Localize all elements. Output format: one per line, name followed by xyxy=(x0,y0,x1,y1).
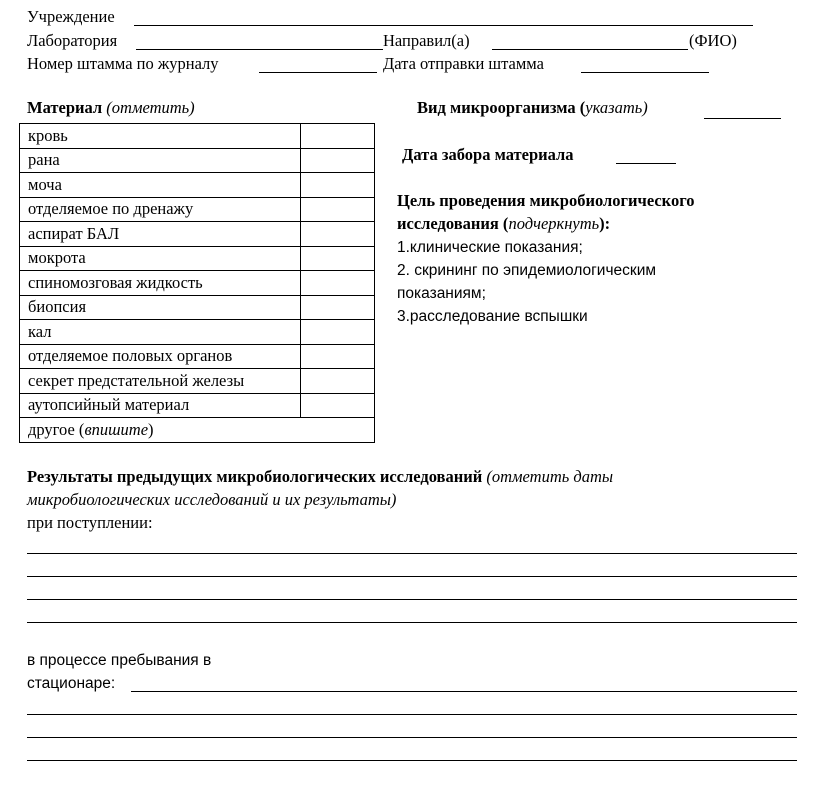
institution-field[interactable] xyxy=(134,25,753,26)
during-stay-label-2: стационаре: xyxy=(27,675,116,692)
material-item: аутопсийный материал xyxy=(20,393,301,418)
table-row xyxy=(20,246,375,271)
collection-date-field[interactable] xyxy=(616,163,676,164)
material-item: отделяемое по дренажу xyxy=(20,197,301,222)
material-item: моча xyxy=(20,173,301,198)
table-row xyxy=(20,124,375,149)
collection-date-label: Дата забора материала xyxy=(402,145,574,164)
goal-option[interactable]: 2. скрининг по эпидемиологическим xyxy=(397,262,657,279)
material-other-close: ) xyxy=(148,419,154,439)
on-admission-line[interactable] xyxy=(27,622,797,623)
results-hint-2: микробиологических исследований и их результаты) xyxy=(27,490,397,509)
material-other-cell[interactable] xyxy=(20,418,375,443)
goal-option-cont: показаниям; xyxy=(397,285,486,302)
table-row xyxy=(20,320,375,345)
material-checkbox[interactable] xyxy=(301,148,375,173)
material-checkbox[interactable] xyxy=(301,320,375,345)
material-hint: (отметить) xyxy=(106,98,195,117)
material-item: отделяемое половых органов xyxy=(20,344,301,369)
material-checkbox[interactable] xyxy=(301,295,375,320)
goal-option[interactable]: 1.клинические показания; xyxy=(397,239,583,256)
results-heading xyxy=(27,467,613,487)
material-checkbox[interactable] xyxy=(301,369,375,394)
goal-option[interactable]: 3.расследование вспышки xyxy=(397,308,588,325)
goal-hint: подчеркнуть xyxy=(508,214,600,233)
lab-label: Лаборатория xyxy=(27,31,118,50)
during-stay-line[interactable] xyxy=(27,737,797,738)
goal-title-line1: Цель проведения микробиологического xyxy=(397,191,695,210)
on-admission-line[interactable] xyxy=(27,553,797,554)
material-checkbox[interactable] xyxy=(301,344,375,369)
sent-by-label: Направил(а) xyxy=(383,31,470,50)
material-checkbox[interactable] xyxy=(301,246,375,271)
material-heading xyxy=(27,98,195,118)
material-checkbox[interactable] xyxy=(301,173,375,198)
strain-number-label: Номер штамма по журналу xyxy=(27,54,219,73)
material-item: кал xyxy=(20,320,301,345)
material-other-label: другое ( xyxy=(28,419,85,439)
during-stay-label-1: в процессе пребывания в xyxy=(27,652,212,669)
table-row xyxy=(20,173,375,198)
species-field[interactable] xyxy=(704,118,781,119)
material-checkbox[interactable] xyxy=(301,222,375,247)
table-row xyxy=(20,197,375,222)
material-checkbox[interactable] xyxy=(301,271,375,296)
material-item: спиномозговая жидкость xyxy=(20,271,301,296)
table-row xyxy=(20,393,375,418)
table-row xyxy=(20,295,375,320)
table-row xyxy=(20,148,375,173)
goal-title-line2 xyxy=(397,214,610,234)
material-title: Материал xyxy=(27,98,103,117)
send-date-label: Дата отправки штамма xyxy=(383,54,544,73)
on-admission-line[interactable] xyxy=(27,599,797,600)
material-other-hint: впишите xyxy=(84,419,149,439)
during-stay-field[interactable] xyxy=(131,691,797,692)
material-checkbox[interactable] xyxy=(301,124,375,149)
send-date-field[interactable] xyxy=(581,72,709,73)
during-stay-line[interactable] xyxy=(27,714,797,715)
species-hint: указать) xyxy=(585,98,648,117)
material-checkbox[interactable] xyxy=(301,197,375,222)
institution-label: Учреждение xyxy=(27,7,115,26)
on-admission-line[interactable] xyxy=(27,576,797,577)
on-admission-label: при поступлении: xyxy=(27,513,153,532)
goal-title-2: исследования ( xyxy=(397,214,509,233)
goal-close: ): xyxy=(599,214,611,233)
material-item: биопсия xyxy=(20,295,301,320)
material-table xyxy=(19,123,375,443)
material-item: секрет предстательной железы xyxy=(20,369,301,394)
results-hint-1: (отметить даты xyxy=(486,467,614,486)
results-title: Результаты предыдущих микробиологических исследований xyxy=(27,467,483,486)
species-label: Вид микроорганизма ( xyxy=(417,98,586,117)
table-row xyxy=(20,344,375,369)
lab-field[interactable] xyxy=(136,49,383,50)
fio-label: (ФИО) xyxy=(689,31,737,50)
table-row xyxy=(20,271,375,296)
strain-number-field[interactable] xyxy=(259,72,377,73)
sent-by-field[interactable] xyxy=(492,49,688,50)
table-row xyxy=(20,222,375,247)
table-row-other[interactable] xyxy=(20,418,375,443)
material-item: аспират БАЛ xyxy=(20,222,301,247)
material-item: кровь xyxy=(20,124,301,149)
material-checkbox[interactable] xyxy=(301,393,375,418)
table-row xyxy=(20,369,375,394)
material-item: рана xyxy=(20,148,301,173)
species-heading xyxy=(417,98,648,118)
during-stay-line[interactable] xyxy=(27,760,797,761)
material-item: мокрота xyxy=(20,246,301,271)
